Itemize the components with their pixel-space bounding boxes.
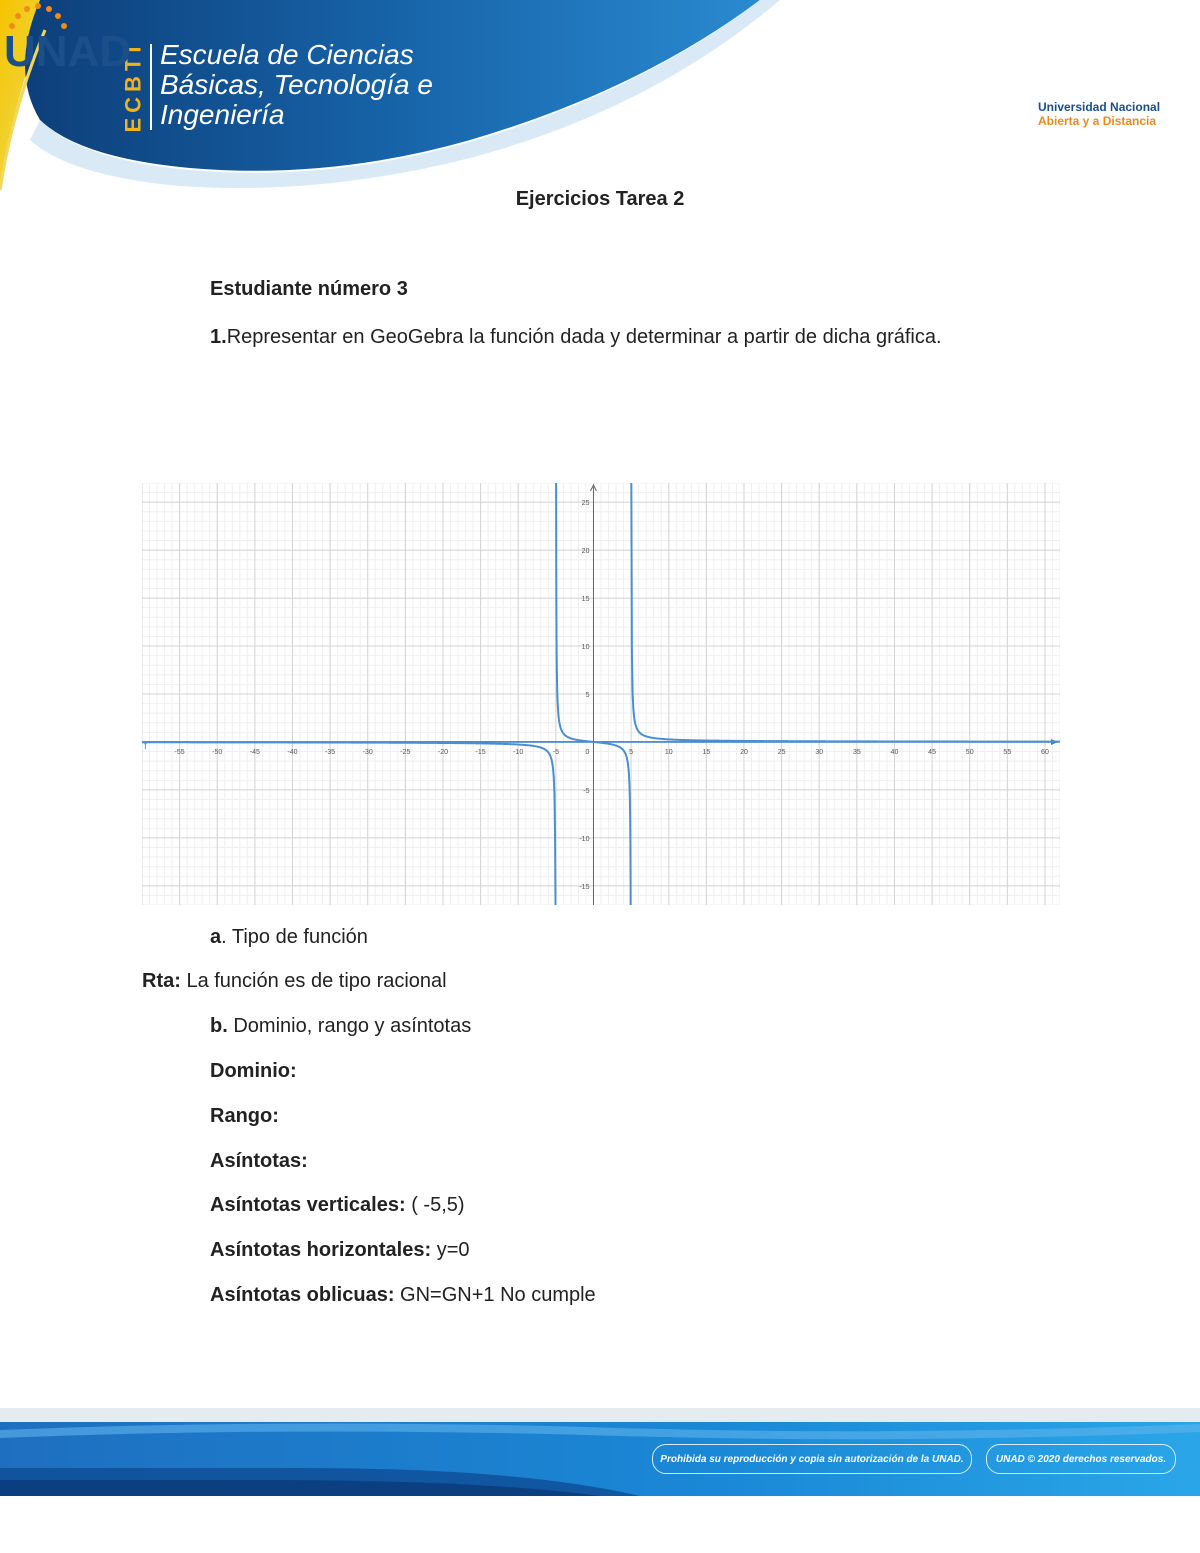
instruction: [142, 322, 1022, 352]
function-label: f: [144, 741, 147, 752]
vertical-asymptotes-value: ( -5,5): [405, 1194, 465, 1216]
vertical-asymptotes: [210, 1194, 465, 1217]
x-tick-label: -55: [174, 748, 185, 756]
school-name: [160, 40, 433, 130]
x-tick-label: -5: [552, 748, 559, 756]
question-a: [210, 926, 368, 949]
question-a-text: . Tipo de función: [221, 926, 368, 948]
rango-label: Rango:: [210, 1105, 279, 1127]
student-label: Estudiante número 3: [210, 278, 408, 300]
x-tick-label: 20: [740, 748, 748, 756]
instruction-text: Representar en GeoGebra la función dada y determinar a partir de dicha gráfica.: [226, 326, 942, 348]
oblique-asymptotes-label: Asíntotas oblicuas:: [210, 1284, 395, 1306]
svg-text:UNAD: UNAD: [4, 27, 132, 76]
x-tick-label: 30: [815, 748, 824, 756]
document-title: Ejercicios Tarea 2: [515, 188, 685, 210]
dominio-label: Dominio:: [210, 1060, 297, 1082]
oblique-asymptotes-value: GN=GN+1 No cumple: [394, 1284, 596, 1306]
asintotas-label: Asíntotas:: [210, 1150, 308, 1172]
question-b-label: b.: [210, 1015, 228, 1037]
x-tick-label: 55: [1003, 748, 1012, 756]
x-tick-label: 5: [629, 748, 634, 756]
horizontal-asymptotes: [210, 1239, 470, 1262]
x-tick-label: 10: [664, 748, 673, 756]
curve-left-branch: [142, 742, 556, 905]
question-b-text: Dominio, rango y asíntotas: [227, 1015, 472, 1037]
answer-a-text: La función es de tipo racional: [180, 970, 447, 992]
y-tick-label: -5: [583, 787, 590, 795]
school-line-2: Básicas, Tecnología e: [160, 69, 433, 100]
x-tick-label: -30: [362, 748, 373, 756]
school-line-3: Ingeniería: [160, 99, 285, 130]
axes: [142, 485, 1058, 905]
x-tick-label: -45: [249, 748, 260, 756]
footer-banner: [0, 1408, 1200, 1503]
question-a-label: a: [210, 926, 222, 948]
x-tick-label: 25: [777, 748, 786, 756]
y-tick-label: 15: [581, 596, 590, 604]
header-banner: [0, 0, 1200, 200]
x-tick-label: -50: [212, 748, 223, 756]
x-tick-label: 40: [890, 748, 899, 756]
y-tick-label: 25: [581, 500, 590, 508]
answer-a: [142, 970, 447, 993]
question-b: [210, 1015, 471, 1038]
tick-labels: [175, 500, 1049, 891]
oblique-asymptotes: [210, 1284, 596, 1307]
x-tick-label: -35: [325, 748, 336, 756]
unad-logo: [0, 0, 140, 110]
x-tick-label: 45: [928, 748, 936, 756]
vertical-asymptotes-label: Asíntotas verticales:: [210, 1194, 406, 1216]
x-tick-label: -10: [513, 748, 524, 756]
university-subname: Abierta y a Distancia: [1038, 114, 1157, 128]
instruction-number: 1.: [210, 326, 227, 348]
school-line-1: Escuela de Ciencias: [160, 39, 414, 70]
x-tick-label: -25: [400, 748, 411, 756]
answer-a-label: Rta:: [142, 970, 181, 992]
x-tick-label: 15: [702, 748, 711, 756]
x-tick-label: -20: [437, 748, 449, 756]
footer-copyright: UNAD © 2020 derechos reservados.: [986, 1444, 1176, 1474]
y-tick-label: 5: [585, 692, 590, 699]
horizontal-asymptotes-value: y=0: [431, 1239, 470, 1261]
x-tick-label: -40: [287, 748, 298, 756]
y-tick-label: 20: [581, 548, 590, 556]
footer-notice: Prohibida su reproducción y copia sin autorización de la UNAD.: [652, 1444, 972, 1474]
x-tick-label: 35: [852, 748, 861, 756]
x-tick-label: 0: [585, 748, 590, 756]
y-tick-label: -10: [579, 835, 590, 843]
y-tick-label: -15: [579, 883, 590, 891]
function-graph: [142, 483, 1060, 905]
university-name: Universidad Nacional: [1038, 100, 1161, 114]
x-tick-label: 60: [1041, 748, 1049, 756]
y-tick-label: 10: [581, 644, 590, 652]
x-tick-label: 50: [965, 748, 974, 756]
ecbti-acronym: ECBTI: [120, 41, 145, 133]
horizontal-asymptotes-label: Asíntotas horizontales:: [210, 1239, 432, 1261]
x-tick-label: -15: [475, 748, 486, 756]
